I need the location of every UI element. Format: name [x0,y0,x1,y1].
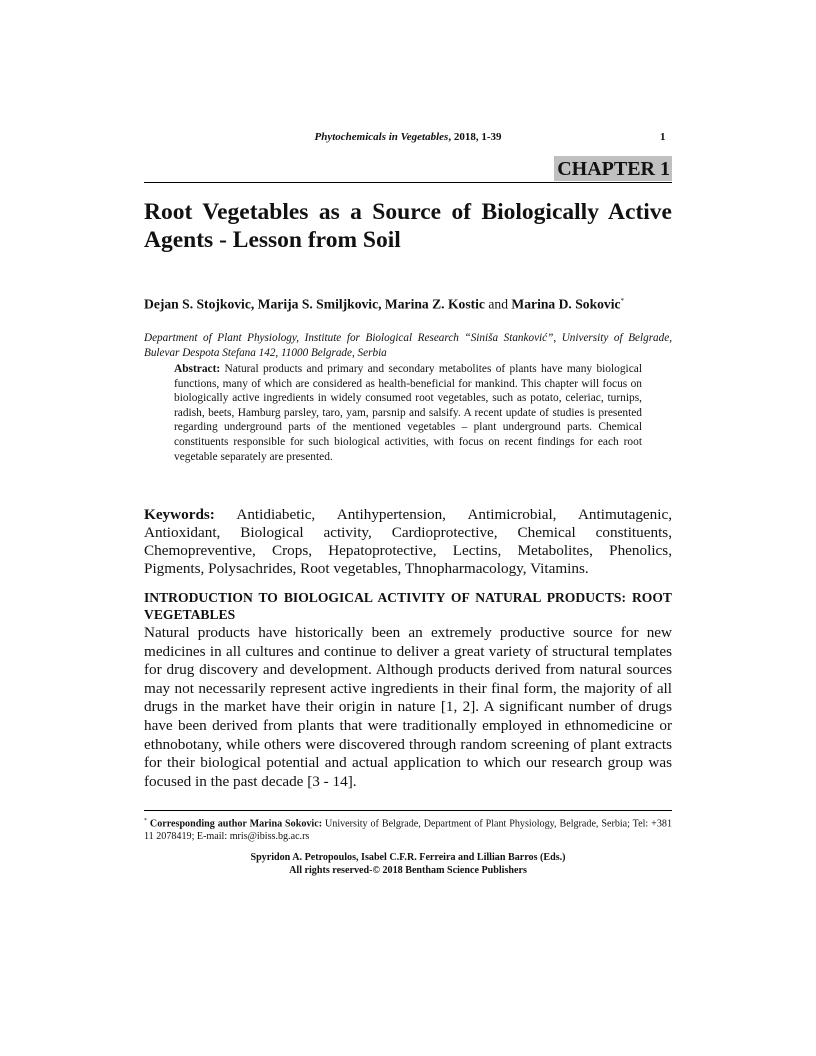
author-names-last: Marina D. Sokovic [511,296,621,312]
author-names: Dejan S. Stojkovic, Marija S. Smiljkovic, Marina Z. Kostic [144,296,485,312]
running-head [200,131,616,143]
journal-details: , 2018, 1-39 [448,131,502,143]
journal-title: Phytochemicals in Vegetables [314,131,449,143]
footnote-label: Corresponding author Marina Sokovic: [147,818,323,830]
footnote [144,815,672,843]
footnote-mark: * [144,818,147,824]
keywords-label: Keywords: [144,506,215,523]
footer [144,852,672,877]
footnote-text: University of Belgrade, Department of Plant Physiology, Belgrade, Serbia; Tel: +381 11 2078419; E-mail: mris@ibiss.bg.ac.rs [144,818,672,842]
body-paragraph: Natural products have historically been an extremely productive source for new medicines in all cultures and continue to deliver a great variety of structural templates for drug discovery and development. Although products derived from natural sources may not necessarily represent active ingredients in their final form, the majority of all drugs in the market have their origin in nature [1, 2]. A significant number of drugs have been derived from plants that were traditionally employed in ethnomedicine or ethnobotany, while others were discovered through random screening of plant extracts for their biological potential and actual application to which our research group was focused in the past decade [3 - 14]. [144,624,672,790]
chapter-label: CHAPTER 1 [554,156,672,181]
keywords [144,506,672,578]
abstract-label: Abstract: [174,363,221,375]
page-number: 1 [660,131,666,143]
author-conjunction: and [484,296,512,312]
keywords-text: Antidiabetic, Antihypertension, Antimicrobial, Antimutagenic, Antioxidant, Biological activity, Cardioprotective, Chemical constituents, Chemopreventive, Crops, Hepatoprotective, Lectins, Metabolites, Phenolics, Pigments, Polysachrides, Root vegetables, Thnopharmacology, Vitamins. [144,506,672,577]
abstract-text: Natural products and primary and secondary metabolites of plants have many biological functions, many of which are considered as health-beneficial for mankind. This chapter will focus on biologically active ingredients in widely consumed root vegetables, such as potato, celeriac, turnips, radish, beets, Hamburg parsley, taro, yam, parsnip and salsify. A recent update of studies is presented regarding underground parts of the mentioned vegetables – plant underground parts. Chemical constituents responsible for such biological activities, with focus on recent findings for each root vegetable separately are presented. [174,363,642,463]
corresponding-mark: * [620,297,625,305]
abstract [174,362,642,464]
section-heading: INTRODUCTION TO BIOLOGICAL ACTIVITY OF NATURAL PRODUCTS: ROOT VEGETABLES [144,590,672,622]
footer-editors: Spyridon A. Petropoulos, Isabel C.F.R. Ferreira and Lillian Barros (Eds.) [250,852,566,863]
chapter-title: Root Vegetables as a Source of Biologically Active Agents - Lesson from Soil [144,199,672,253]
footer-rights: All rights reserved-© 2018 Bentham Science Publishers [289,864,527,876]
affiliation: Department of Plant Physiology, Institute for Biological Research “Siniša Stanković”, University of Belgrade, Bulevar Despota Stefana 142, 11000 Belgrade, Serbia [144,332,672,359]
header-rule [144,182,672,183]
footnote-rule [144,810,672,811]
authors [144,293,672,313]
